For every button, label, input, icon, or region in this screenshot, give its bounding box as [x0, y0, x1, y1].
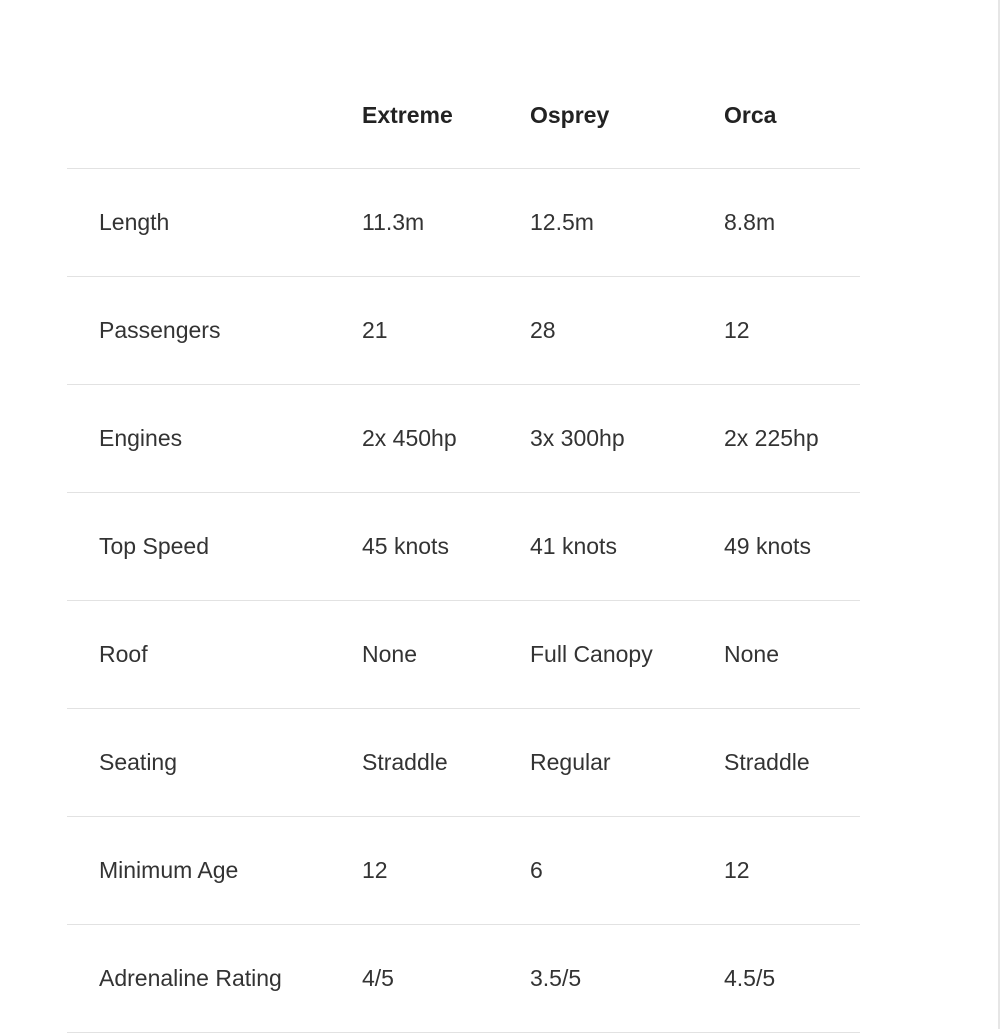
header-cell-osprey: Osprey — [530, 102, 610, 128]
cell-orca: 49 knots — [724, 533, 811, 559]
cell-osprey: 12.5m — [530, 209, 594, 235]
cell-osprey: 28 — [530, 317, 556, 343]
row-label: Engines — [99, 425, 183, 451]
cell-osprey: Regular — [530, 749, 611, 775]
row-label: Minimum Age — [99, 857, 239, 883]
row-label: Roof — [99, 641, 148, 667]
cell-orca: 12 — [724, 857, 750, 883]
cell-osprey: 6 — [530, 857, 543, 883]
cell-extreme: 4/5 — [362, 965, 394, 991]
table-row-passengers — [67, 277, 860, 385]
table-row-top-speed — [67, 493, 860, 601]
row-label: Adrenaline Rating — [99, 965, 282, 991]
cell-extreme: None — [362, 641, 417, 667]
header-cell-extreme: Extreme — [362, 102, 453, 128]
row-label: Seating — [99, 749, 178, 775]
table-row-minimum-age — [67, 817, 860, 925]
table-header-row — [67, 62, 860, 169]
row-label: Length — [99, 209, 170, 235]
table-row-adrenaline-rating — [67, 925, 860, 1033]
table-row-seating — [67, 709, 860, 817]
cell-osprey: 3x 300hp — [530, 425, 625, 451]
row-label: Top Speed — [99, 533, 209, 559]
boat-comparison-table — [67, 62, 860, 1033]
cell-osprey: 41 knots — [530, 533, 617, 559]
cell-orca: 12 — [724, 317, 750, 343]
header-cell-orca: Orca — [724, 102, 777, 128]
table-row-length — [67, 169, 860, 277]
row-label: Passengers — [99, 317, 221, 343]
cell-orca: 4.5/5 — [724, 965, 776, 991]
cell-osprey: 3.5/5 — [530, 965, 582, 991]
table-row-roof — [67, 601, 860, 709]
cell-orca: 8.8m — [724, 209, 776, 235]
cell-extreme: 45 knots — [362, 533, 449, 559]
cell-extreme: 21 — [362, 317, 388, 343]
cell-orca: Straddle — [724, 749, 810, 775]
cell-orca: None — [724, 641, 779, 667]
cell-extreme: 11.3m — [362, 209, 425, 235]
cell-osprey: Full Canopy — [530, 641, 653, 667]
cell-extreme: 2x 450hp — [362, 425, 457, 451]
cell-extreme: Straddle — [362, 749, 448, 775]
cell-orca: 2x 225hp — [724, 425, 819, 451]
cell-extreme: 12 — [362, 857, 388, 883]
table-row-engines — [67, 385, 860, 493]
